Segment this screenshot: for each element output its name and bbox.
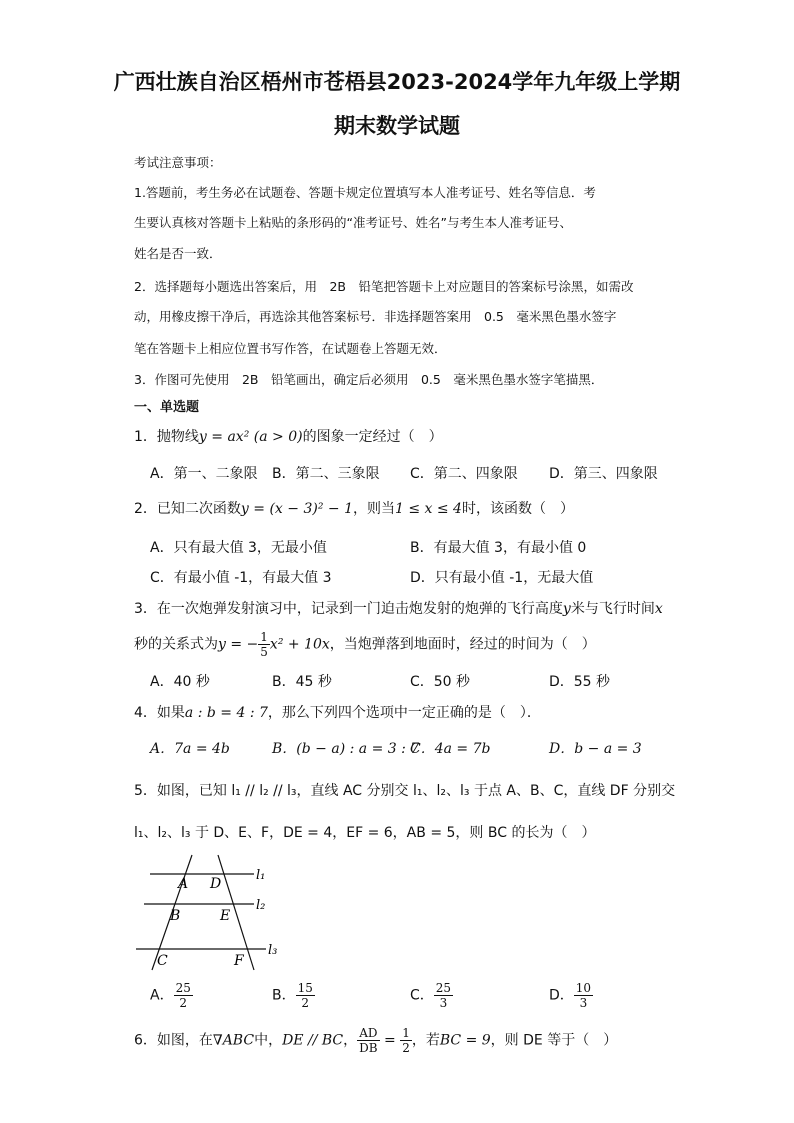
frac-num: AD bbox=[359, 1026, 378, 1040]
frac-num: 25 bbox=[435, 981, 452, 995]
q2-suffix: 时，该函数（ ） bbox=[461, 501, 574, 517]
q4-option-c: C．4a = 7b bbox=[410, 741, 491, 757]
notice-heading: 考试注意事项： bbox=[134, 155, 222, 170]
q3-line1b: 米与飞行时间 bbox=[570, 601, 655, 617]
frac-den: 3 bbox=[439, 996, 448, 1010]
q5-option-fraction bbox=[434, 981, 453, 1010]
q6-mid1: 中， bbox=[254, 1032, 283, 1049]
q5-option-letter: B． bbox=[272, 987, 296, 1004]
question-5-line2: l₁、l₂、l₃ 于 D、E、F，DE = 4，EF = 6，AB = 5，则 BC 的长为（ ） bbox=[134, 825, 596, 841]
q5-option-fraction bbox=[174, 981, 193, 1010]
frac-den: DB bbox=[359, 1041, 378, 1055]
q6-parallel: DE // BC bbox=[282, 1032, 344, 1049]
q6-suffix: ，则 DE 等于（ ） bbox=[490, 1032, 618, 1049]
q5-option-b bbox=[272, 981, 315, 1010]
q3-option-a: A．40 秒 bbox=[150, 674, 210, 690]
q4-option-a: A．7a = 4b bbox=[150, 741, 230, 757]
q1-suffix: 的图象一定经过（ ） bbox=[302, 429, 443, 445]
question-4 bbox=[134, 702, 541, 722]
q2-formula: y = (x − 3)² − 1 bbox=[240, 501, 353, 517]
doc-title-line1: 广西壮族自治区梧州市苍梧县2023-2024学年九年级上学期 bbox=[113, 70, 681, 94]
q2-option-b: B．有最大值 3，有最小值 0 bbox=[410, 540, 587, 556]
q3-line2b: ，当炮弹落到地面时，经过的时间为（ ） bbox=[329, 636, 596, 653]
q2-option-c: C．有最小值 -1，有最大值 3 bbox=[150, 570, 332, 586]
label-l1: l₁ bbox=[256, 868, 266, 883]
q3-line1a: 3．在一次炮弹发射演习中，记录到一门迫击炮发射的炮弹的飞行高度 bbox=[134, 601, 563, 617]
q3-line2a: 秒的关系式为 bbox=[134, 636, 218, 653]
q3-formula-post: x² + 10x bbox=[269, 636, 330, 653]
q2-mid: ，则当 bbox=[352, 501, 395, 517]
notice-line: 动，用橡皮擦干净后，再选涂其他答案标号．非选择题答案用 0.5 毫米黑色墨水签字 bbox=[134, 309, 617, 324]
q2-prefix: 2．已知二次函数 bbox=[134, 501, 241, 517]
frac-den: 2 bbox=[301, 996, 310, 1010]
q5-option-d bbox=[549, 981, 593, 1010]
q2-range: 1 ≤ x ≤ 4 bbox=[394, 501, 462, 517]
q2-option-a: A．只有最大值 3，无最小值 bbox=[150, 540, 327, 556]
frac-den: 3 bbox=[579, 996, 588, 1010]
q1-option-a: A．第一、二象限 bbox=[150, 466, 258, 482]
q3-option-b: B．45 秒 bbox=[272, 674, 332, 690]
frac-den: 2 bbox=[402, 1041, 410, 1055]
q6-prefix: 6．如图，在 bbox=[134, 1032, 213, 1049]
label-l3: l₃ bbox=[268, 943, 278, 958]
q1-option-c: C．第二、四象限 bbox=[410, 466, 518, 482]
doc-title-line2: 期末数学试题 bbox=[334, 114, 460, 138]
q6-eq: = bbox=[379, 1032, 401, 1049]
q4-suffix: ，那么下列四个选项中一定正确的是（ ）． bbox=[267, 705, 541, 721]
q1-option-d: D．第三、四象限 bbox=[549, 466, 658, 482]
question-2 bbox=[134, 498, 574, 518]
q3-frac-den: 5 bbox=[260, 645, 268, 659]
q2-option-d: D．只有最小值 -1，无最大值 bbox=[410, 570, 594, 586]
q5-option-c bbox=[410, 981, 453, 1010]
q3-var-x: x bbox=[654, 601, 663, 617]
q5-option-letter: D． bbox=[549, 987, 574, 1004]
q6-bc: BC = 9 bbox=[439, 1032, 491, 1049]
notice-line: 笔在答题卡上相应位置书写作答，在试题卷上答题无效． bbox=[134, 341, 447, 356]
label-E: E bbox=[220, 908, 231, 924]
q1-prefix: 1．抛物线 bbox=[134, 429, 199, 445]
q4-option-b: B．(b − a) : a = 3 : 7 bbox=[272, 741, 420, 757]
question-3-line2 bbox=[134, 630, 596, 659]
q3-option-c: C．50 秒 bbox=[410, 674, 471, 690]
q6-half-fraction bbox=[400, 1026, 412, 1055]
q3-frac-num: 1 bbox=[260, 630, 268, 644]
q5-option-fraction bbox=[296, 981, 315, 1010]
label-B: B bbox=[170, 908, 181, 924]
q3-var-y: y bbox=[562, 601, 571, 617]
q3-option-d: D．55 秒 bbox=[549, 674, 611, 690]
question-5-line1: 5．如图，已知 l₁ // l₂ // l₃，直线 AC 分别交 l₁、l₂、l₃ 于点 A、B、C，直线 DF 分别交 bbox=[134, 783, 676, 799]
label-F: F bbox=[234, 953, 244, 969]
frac-num: 25 bbox=[175, 981, 191, 995]
notice-line: 1.答题前，考生务必在试题卷、答题卡规定位置填写本人准考证号、姓名等信息．考 bbox=[134, 185, 596, 200]
q5-option-letter: C． bbox=[410, 987, 434, 1004]
q3-formula-pre: y = − bbox=[218, 636, 259, 653]
q4-prefix: 4．如果 bbox=[134, 705, 185, 721]
frac-num: 10 bbox=[575, 981, 592, 995]
q6-sep: ， bbox=[343, 1032, 358, 1049]
q3-fraction bbox=[258, 630, 270, 659]
question-1 bbox=[134, 426, 443, 446]
q4-option-d: D．b − a = 3 bbox=[549, 741, 642, 757]
q5-figure bbox=[130, 852, 290, 977]
q5-option-a bbox=[150, 981, 193, 1010]
q1-formula: y = ax² (a > 0) bbox=[198, 429, 303, 445]
q6-mid2: ，若 bbox=[411, 1032, 440, 1049]
question-3-line1 bbox=[134, 598, 663, 618]
label-l2: l₂ bbox=[256, 898, 266, 913]
q5-option-fraction bbox=[574, 981, 593, 1010]
label-A: A bbox=[178, 876, 189, 892]
notice-line: 生要认真核对答题卡上粘贴的条形码的“准考证号、姓名”与考生本人准考证号、 bbox=[134, 215, 572, 230]
q1-option-b: B．第二、三象限 bbox=[272, 466, 380, 482]
label-D: D bbox=[210, 876, 222, 892]
q6-ratio-fraction bbox=[357, 1026, 379, 1055]
q4-ratio: a : b = 4 : 7 bbox=[184, 705, 268, 721]
question-6 bbox=[134, 1026, 617, 1055]
q6-triangle: ∇ABC bbox=[212, 1032, 255, 1049]
q5-option-letter: A． bbox=[150, 987, 174, 1004]
label-C: C bbox=[157, 953, 168, 969]
notice-line: 3．作图可先使用 2B 铅笔画出，确定后必须用 0.5 毫米黑色墨水签字笔描黑． bbox=[134, 372, 604, 387]
frac-num: 1 bbox=[402, 1026, 410, 1040]
frac-den: 2 bbox=[179, 996, 188, 1010]
notice-line: 姓名是否一致． bbox=[134, 246, 222, 261]
frac-num: 15 bbox=[297, 981, 313, 995]
section-heading: 一、单选题 bbox=[134, 400, 200, 415]
notice-line: 2．选择题每小题选出答案后，用 2B 铅笔把答题卡上对应题目的答案标号涂黑，如需改 bbox=[134, 279, 634, 294]
